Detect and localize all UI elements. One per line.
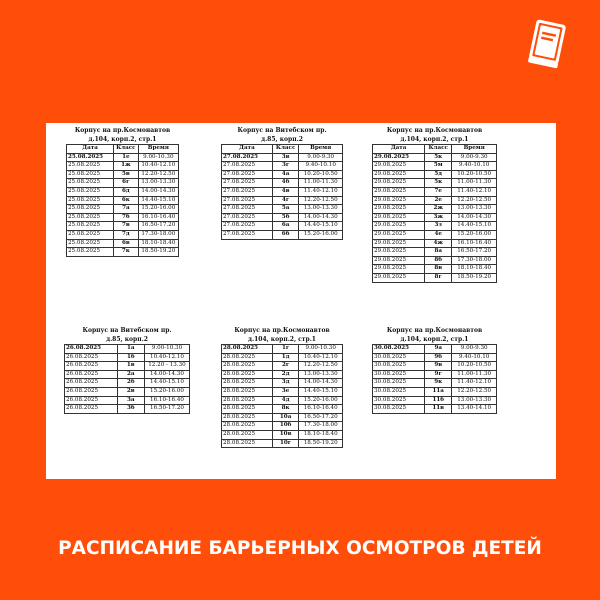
table-row [222, 153, 343, 162]
schedule-block-2 [221, 126, 343, 240]
time-cell: 9.40-10.10 [299, 162, 343, 171]
date-cell: 28.08.2025 [222, 353, 273, 362]
table-row [65, 387, 190, 396]
date-cell: 26.08.2025 [65, 370, 118, 379]
schedule-table [372, 144, 497, 283]
date-cell: 29.08.2025 [373, 187, 425, 196]
block-title: Корпус на Витебском пр. [237, 127, 327, 134]
class-cell: 1ж [114, 162, 139, 171]
date-cell: 28.08.2025 [222, 439, 273, 448]
time-cell: 18.10-18.40 [138, 239, 178, 248]
table-row [373, 170, 497, 179]
table-row [222, 213, 343, 222]
table-row [65, 345, 190, 354]
time-cell: 11.00-11.30 [452, 179, 497, 188]
header-class: Класс [114, 145, 139, 154]
block-title: Корпус на пр.Космонавтов [234, 327, 330, 334]
class-cell: 1б [117, 353, 145, 362]
table-row [65, 362, 190, 371]
table-row [67, 205, 179, 214]
time-cell: 12.20-12.50 [299, 196, 343, 205]
time-cell: 16.10-16.40 [138, 213, 178, 222]
class-cell: 9а [425, 345, 452, 354]
block-title: Корпус на пр.Космонавтов [386, 127, 483, 134]
date-cell: 27.08.2025 [222, 162, 273, 171]
class-cell: 6а [272, 222, 299, 231]
table-row [67, 187, 179, 196]
table-row [373, 265, 497, 274]
date-cell: 25.08.2025 [67, 196, 114, 205]
class-cell: 5д [425, 170, 452, 179]
class-cell: 3д [272, 379, 299, 388]
date-cell: 25.08.2025 [67, 213, 114, 222]
date-cell: 28.08.2025 [222, 405, 273, 414]
date-cell: 29.08.2025 [373, 230, 425, 239]
class-cell: 2б [117, 379, 145, 388]
date-cell: 26.08.2025 [65, 345, 118, 354]
time-cell: 9.00-10.30 [138, 153, 178, 162]
table-row [222, 230, 343, 239]
date-cell: 28.08.2025 [222, 370, 273, 379]
class-cell: 2е [425, 196, 452, 205]
time-cell: 14.00-14.30 [299, 213, 343, 222]
notebook-icon [520, 16, 576, 72]
table-row [222, 205, 343, 214]
table-row [373, 179, 497, 188]
date-cell: 30.08.2025 [373, 379, 425, 388]
table-row [373, 362, 497, 371]
date-cell: 27.08.2025 [222, 179, 273, 188]
class-cell: 1д [272, 353, 299, 362]
date-cell: 27.08.2025 [222, 230, 273, 239]
class-cell: 3г [272, 162, 299, 171]
time-cell: 13.00-13.30 [299, 205, 343, 214]
table-row [373, 187, 497, 196]
date-cell: 27.08.2025 [222, 213, 273, 222]
schedule-table [221, 344, 343, 448]
class-cell: 5в [114, 170, 139, 179]
schedule-table [64, 344, 190, 414]
table-row [373, 379, 497, 388]
date-cell: 28.08.2025 [222, 422, 273, 431]
time-cell: 14.40-15.10 [138, 196, 178, 205]
date-cell: 27.08.2025 [222, 222, 273, 231]
date-cell: 25.08.2025 [67, 205, 114, 214]
time-cell: 12.20 - 13.30 [145, 362, 190, 371]
date-cell: 25.08.2025 [67, 230, 114, 239]
class-cell: 8к [272, 405, 299, 414]
time-cell: 15.20-16.00 [138, 205, 178, 214]
table-row [373, 239, 497, 248]
time-cell: 13.00-13.30 [299, 370, 343, 379]
date-cell: 26.08.2025 [65, 396, 118, 405]
date-cell: 30.08.2025 [373, 405, 425, 414]
time-cell: 13.00-13.30 [138, 179, 178, 188]
date-cell: 30.08.2025 [373, 362, 425, 371]
time-cell: 13.00-13.30 [452, 205, 497, 214]
schedule-block-3 [372, 126, 497, 283]
class-cell: 9г [425, 370, 452, 379]
time-cell: 9.40-10.10 [452, 353, 497, 362]
class-cell: 4б [272, 179, 299, 188]
date-cell: 28.08.2025 [222, 379, 273, 388]
header-date: Дата [373, 145, 425, 154]
table-row [222, 422, 343, 431]
schedule-table [372, 344, 497, 414]
date-cell: 30.08.2025 [373, 387, 425, 396]
time-cell: 16.10-16.40 [145, 396, 190, 405]
table-row [373, 196, 497, 205]
table-row [67, 162, 179, 171]
class-cell: 2д [272, 370, 299, 379]
block-subtitle: д.104, корп.2, стр.1 [400, 336, 469, 343]
table-row [373, 273, 497, 282]
date-cell: 30.08.2025 [373, 353, 425, 362]
class-cell: 5к [425, 179, 452, 188]
time-cell: 13.40-14.10 [452, 405, 497, 414]
time-cell: 18.10-18.40 [452, 265, 497, 274]
time-cell: 14.00-14.30 [138, 187, 178, 196]
class-cell: 6д [114, 187, 139, 196]
table-row [67, 196, 179, 205]
class-cell: 3в [272, 153, 299, 162]
time-cell: 14.00-14.30 [145, 370, 190, 379]
header-date: Дата [222, 145, 273, 154]
time-cell: 10.40-12.10 [145, 353, 190, 362]
date-cell: 29.08.2025 [373, 153, 425, 162]
class-cell: 3а [117, 396, 145, 405]
class-cell: 6в [114, 239, 139, 248]
table-row [222, 370, 343, 379]
table-row [373, 162, 497, 171]
time-cell: 12.20-12.50 [452, 387, 497, 396]
class-cell: 4а [272, 170, 299, 179]
date-cell: 25.08.2025 [67, 239, 114, 248]
time-cell: 18.50-19.20 [138, 248, 178, 257]
table-row [222, 439, 343, 448]
class-cell: 2а [117, 370, 145, 379]
table-row [373, 248, 497, 257]
date-cell: 28.08.2025 [222, 362, 273, 371]
block-subtitle: д.104, корп.2, стр.1 [400, 136, 469, 143]
schedule-block-4 [64, 326, 190, 414]
schedule-table [221, 144, 343, 240]
header-date: Дата [67, 145, 114, 154]
table-row [222, 170, 343, 179]
table-row [67, 170, 179, 179]
class-cell: 5а [272, 205, 299, 214]
date-cell: 28.08.2025 [222, 430, 273, 439]
table-row [67, 239, 179, 248]
class-cell: 4в [272, 187, 299, 196]
class-cell: 1а [117, 345, 145, 354]
class-cell: 7б [114, 213, 139, 222]
date-cell: 29.08.2025 [373, 256, 425, 265]
class-cell: 11в [425, 405, 452, 414]
time-cell: 10.20-10.50 [452, 170, 497, 179]
time-cell: 15.20-16.00 [299, 396, 343, 405]
time-cell: 10.20-10.50 [452, 362, 497, 371]
schedule-block-5 [221, 326, 343, 448]
table-row [67, 230, 179, 239]
time-cell: 9.00-10.30 [299, 345, 343, 354]
time-cell: 16.50-17.20 [452, 248, 497, 257]
class-cell: 3з [425, 222, 452, 231]
header-time: Время [138, 145, 178, 154]
date-cell: 28.08.2025 [222, 387, 273, 396]
date-cell: 28.08.2025 [222, 413, 273, 422]
table-row [373, 213, 497, 222]
date-cell: 30.08.2025 [373, 345, 425, 354]
time-cell: 17.30-18.00 [299, 422, 343, 431]
class-cell: 8г [425, 273, 452, 282]
table-row [373, 345, 497, 354]
time-cell: 18.50-19.20 [452, 273, 497, 282]
table-row [65, 353, 190, 362]
block-subtitle: д.85, корп.2 [261, 136, 303, 143]
block-subtitle: д.104, корп.2, стр.1 [248, 336, 316, 343]
date-cell: 28.08.2025 [222, 345, 273, 354]
table-row [222, 345, 343, 354]
date-cell: 25.08.2025 [67, 248, 114, 257]
class-cell: 9к [425, 379, 452, 388]
date-cell: 29.08.2025 [373, 265, 425, 274]
time-cell: 9.00-9.30 [299, 153, 343, 162]
table-row [373, 405, 497, 414]
class-cell: 11а [425, 387, 452, 396]
block-title: Корпус на Витебском пр. [82, 327, 172, 334]
class-cell: 7е [425, 187, 452, 196]
date-cell: 26.08.2025 [65, 405, 118, 414]
time-cell: 15.20-16.00 [145, 387, 190, 396]
date-cell: 25.08.2025 [67, 153, 114, 162]
table-row [222, 379, 343, 388]
table-header-row [67, 145, 179, 154]
class-cell: 4е [425, 230, 452, 239]
header-class: Класс [425, 145, 452, 154]
time-cell: 12.20-12.50 [452, 196, 497, 205]
table-row [222, 179, 343, 188]
date-cell: 29.08.2025 [373, 179, 425, 188]
table-row [67, 153, 179, 162]
table-header-row [222, 145, 343, 154]
table-row [67, 213, 179, 222]
time-cell: 14.40-15.10 [299, 387, 343, 396]
date-cell: 25.08.2025 [67, 222, 114, 231]
time-cell: 9.40-10.10 [452, 162, 497, 171]
class-cell: 1в [117, 362, 145, 371]
date-cell: 27.08.2025 [222, 170, 273, 179]
class-cell: 1е [114, 153, 139, 162]
table-row [67, 222, 179, 231]
table-row [222, 362, 343, 371]
header-time: Время [299, 145, 343, 154]
header-time: Время [452, 145, 497, 154]
date-cell: 27.08.2025 [222, 187, 273, 196]
date-cell: 28.08.2025 [222, 396, 273, 405]
time-cell: 14.00-14.30 [452, 213, 497, 222]
table-row [373, 353, 497, 362]
table-row [222, 413, 343, 422]
block-title: Корпус на пр.Космонавтов [386, 327, 483, 334]
table-row [222, 387, 343, 396]
class-cell: 6к [114, 196, 139, 205]
date-cell: 29.08.2025 [373, 196, 425, 205]
time-cell: 9.00-9.30 [452, 153, 497, 162]
table-row [222, 187, 343, 196]
date-cell: 29.08.2025 [373, 248, 425, 257]
time-cell: 13.00-13.30 [452, 396, 497, 405]
date-cell: 30.08.2025 [373, 396, 425, 405]
time-cell: 16.10-16.40 [452, 239, 497, 248]
time-cell: 16.10-16.40 [299, 405, 343, 414]
class-cell: 7в [114, 222, 139, 231]
class-cell: 7д [114, 230, 139, 239]
date-cell: 25.08.2025 [67, 179, 114, 188]
date-cell: 29.08.2025 [373, 205, 425, 214]
time-cell: 15.20-16.00 [452, 230, 497, 239]
date-cell: 26.08.2025 [65, 379, 118, 388]
time-cell: 10.40-12.10 [299, 353, 343, 362]
table-row [67, 179, 179, 188]
class-cell: 10г [272, 439, 299, 448]
time-cell: 16.50-17.20 [299, 413, 343, 422]
table-row [373, 205, 497, 214]
class-cell: 8б [425, 256, 452, 265]
date-cell: 25.08.2025 [67, 162, 114, 171]
time-cell: 11.40-12.10 [452, 187, 497, 196]
class-cell: 9б [425, 353, 452, 362]
time-cell: 14.40-15.10 [145, 379, 190, 388]
time-cell: 9.00-10.30 [145, 345, 190, 354]
class-cell: 3б [117, 405, 145, 414]
class-cell: 9в [425, 362, 452, 371]
class-cell: 6б [272, 230, 299, 239]
class-cell: 10б [272, 422, 299, 431]
schedule-sheet [46, 123, 556, 479]
time-cell: 16.50-17.20 [145, 405, 190, 414]
table-row [222, 353, 343, 362]
header-class: Класс [272, 145, 299, 154]
time-cell: 18.50-19.20 [299, 439, 343, 448]
table-row [373, 370, 497, 379]
table-row [373, 387, 497, 396]
table-row [65, 396, 190, 405]
schedule-block-1 [66, 126, 179, 257]
class-cell: 4ж [425, 239, 452, 248]
class-cell: 6г [114, 179, 139, 188]
time-cell: 15.20-16.00 [299, 230, 343, 239]
date-cell: 29.08.2025 [373, 213, 425, 222]
class-cell: 3ж [425, 213, 452, 222]
time-cell: 11.40-12.10 [299, 187, 343, 196]
class-cell: 4г [272, 196, 299, 205]
table-row [222, 396, 343, 405]
class-cell: 8в [425, 265, 452, 274]
table-row [67, 248, 179, 257]
table-row [373, 256, 497, 265]
table-row [373, 222, 497, 231]
date-cell: 29.08.2025 [373, 273, 425, 282]
date-cell: 30.08.2025 [373, 370, 425, 379]
class-cell: 7а [114, 205, 139, 214]
date-cell: 29.08.2025 [373, 222, 425, 231]
table-row [373, 153, 497, 162]
class-cell: 5к [425, 153, 452, 162]
class-cell: 10в [272, 430, 299, 439]
schedule-table [66, 144, 179, 257]
time-cell: 11.40-12.10 [452, 379, 497, 388]
schedule-block-6 [372, 326, 497, 414]
date-cell: 29.08.2025 [373, 162, 425, 171]
date-cell: 29.08.2025 [373, 170, 425, 179]
class-cell: 11б [425, 396, 452, 405]
time-cell: 11.00-11.30 [452, 370, 497, 379]
date-cell: 26.08.2025 [65, 353, 118, 362]
time-cell: 9.00-9.30 [452, 345, 497, 354]
time-cell: 12.20-12.50 [138, 170, 178, 179]
table-row [65, 379, 190, 388]
table-row [222, 196, 343, 205]
class-cell: 4д [272, 396, 299, 405]
class-cell: 2г [272, 362, 299, 371]
date-cell: 26.08.2025 [65, 362, 118, 371]
time-cell: 18.10-18.40 [299, 430, 343, 439]
block-subtitle: д.85, корп.2 [106, 336, 148, 343]
date-cell: 25.08.2025 [67, 187, 114, 196]
class-cell: 2ж [425, 205, 452, 214]
time-cell: 10.40-12.10 [138, 162, 178, 171]
table-row [222, 222, 343, 231]
class-cell: 1г [272, 345, 299, 354]
date-cell: 25.08.2025 [67, 170, 114, 179]
time-cell: 14.40-15.10 [452, 222, 497, 231]
class-cell: 5м [425, 162, 452, 171]
date-cell: 26.08.2025 [65, 387, 118, 396]
table-row [222, 430, 343, 439]
time-cell: 14.40-15.10 [299, 222, 343, 231]
time-cell: 17.30-18.00 [452, 256, 497, 265]
time-cell: 12.20-12.50 [299, 362, 343, 371]
table-header-row [373, 145, 497, 154]
time-cell: 14.00-14.30 [299, 379, 343, 388]
class-cell: 2в [117, 387, 145, 396]
date-cell: 27.08.2025 [222, 196, 273, 205]
class-cell: 8а [425, 248, 452, 257]
block-title: Корпус на пр.Космонавтов [74, 127, 171, 134]
table-row [222, 405, 343, 414]
class-cell: 3е [272, 387, 299, 396]
table-row [373, 396, 497, 405]
time-cell: 16.50-17.20 [138, 222, 178, 231]
time-cell: 17.30-18.00 [138, 230, 178, 239]
table-row [65, 405, 190, 414]
date-cell: 27.08.2025 [222, 153, 273, 162]
class-cell: 5б [272, 213, 299, 222]
block-subtitle: д.104, корп.2, стр.1 [88, 136, 157, 143]
table-row [373, 230, 497, 239]
page-title: РАСПИСАНИЕ БАРЬЕРНЫХ ОСМОТРОВ ДЕТЕЙ [58, 538, 542, 559]
class-cell: 7к [114, 248, 139, 257]
time-cell: 11.00-11.30 [299, 179, 343, 188]
time-cell: 10.20-10.50 [299, 170, 343, 179]
table-row [222, 162, 343, 171]
class-cell: 10а [272, 413, 299, 422]
date-cell: 27.08.2025 [222, 205, 273, 214]
table-row [65, 370, 190, 379]
date-cell: 29.08.2025 [373, 239, 425, 248]
